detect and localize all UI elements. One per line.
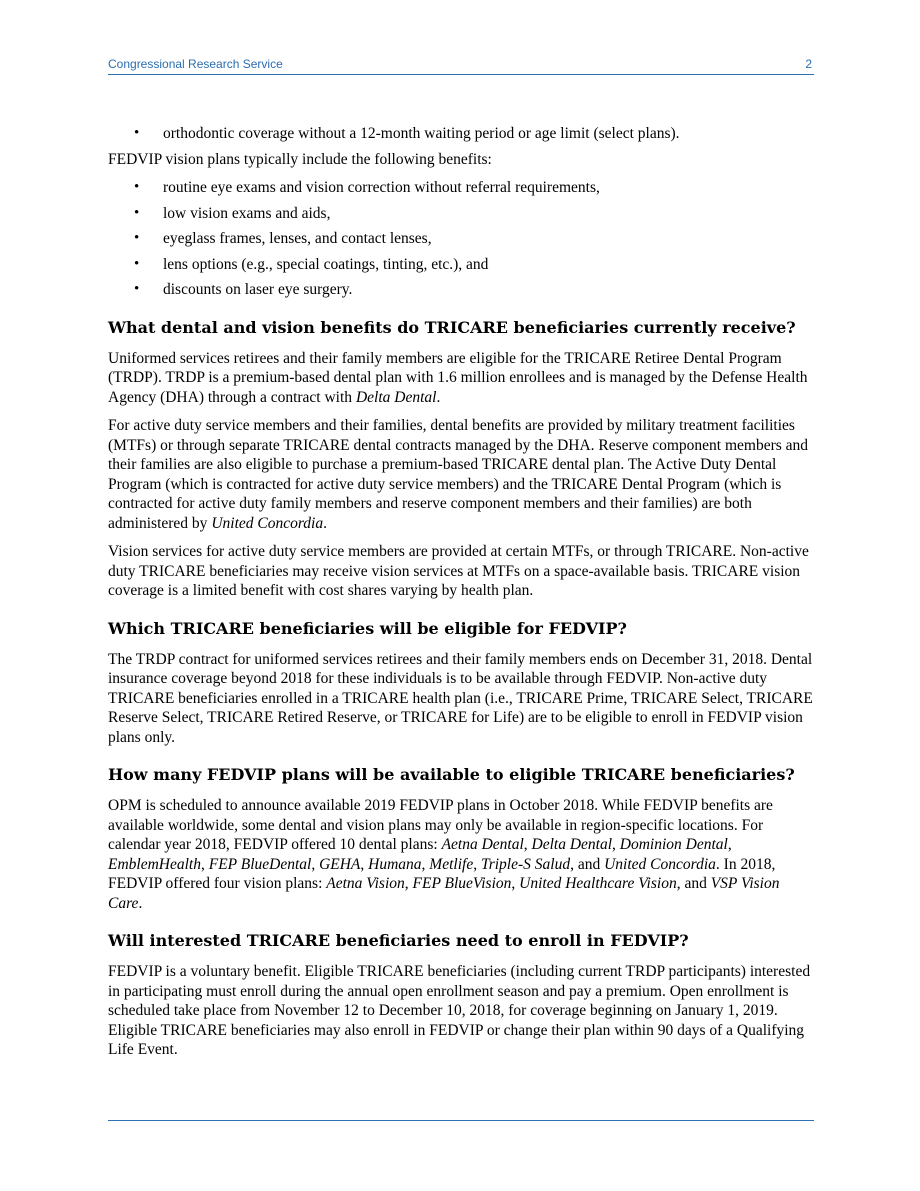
list-item: • routine eye exams and vision correction without referral requirements, [108, 178, 814, 198]
paragraph: FEDVIP is a voluntary benefit. Eligible TRICARE beneficiaries (including current TRDP participants) interested in participating must enroll during the annual open enrollment season and pay a premium. Open enrollment is scheduled take place from November 12 to December 10, 2018, for coverage beginning on January 1, 2019. Eligible TRICARE beneficiaries may also enroll in FEDVIP or change their plan within 90 days of a Qualifying Life Event. [108, 963, 811, 1058]
section-heading: Which TRICARE beneficiaries will be eligible for FEDVIP? [108, 618, 627, 638]
page-number: 2 [805, 57, 812, 71]
paragraph: Uniformed services retirees and their family members are eligible for the TRICARE Retiree Dental Program (TRDP). TRDP is a premium-based dental plan with 1.6 million enrollees and is managed by the Defense Health Agency (DHA) through a contract with Delta Dental. [108, 349, 808, 406]
paragraph: The TRDP contract for uniformed services retirees and their family members ends on December 31, 2018. Dental insurance coverage beyond 2018 for these individuals is to be available through FEDVIP. Non-active duty TRICARE beneficiaries enrolled in a TRICARE health plan (i.e., TRICARE Prime, TRICARE Select, TRICARE Reserve Select, TRICARE Retired Reserve, or TRICARE for Life) are to be eligible to enroll in FEDVIP vision plans only. [108, 650, 813, 746]
dental-benefits-list [108, 124, 814, 144]
footer-divider [108, 1120, 814, 1121]
paragraph: For active duty service members and their families, dental benefits are provided by military treatment facilities (MTFs) or through separate TRICARE dental contracts managed by the DHA. Reserve component members and their families are also eligible to purchase a premium-based TRICARE dental plan. The Active Duty Dental Program (which is contracted for active duty service members) and the TRICARE Dental Program (which is contracted for active duty family members and reserve component members and their families) are both administered by United Concordia. [108, 417, 809, 532]
list-item: • orthodontic coverage without a 12-month waiting period or age limit (select plans). [108, 124, 814, 144]
vision-benefits-list [108, 178, 814, 300]
section-heading: How many FEDVIP plans will be available to eligible TRICARE beneficiaries? [108, 765, 795, 784]
paragraph: Vision services for active duty service members are provided at certain MTFs, or through TRICARE. Non-active duty TRICARE beneficiaries may receive vision services at MTFs on a space-available basis. TRICARE vision coverage is a limited benefit with cost shares varying by health plan. [108, 543, 809, 599]
section-heading: What dental and vision benefits do TRICARE beneficiaries currently receive? [108, 317, 796, 337]
vision-intro: FEDVIP vision plans typically include the following benefits: [108, 150, 492, 168]
paragraph: OPM is scheduled to announce available 2019 FEDVIP plans in October 2018. While FEDVIP benefits are available worldwide, some dental and vision plans may only be available in region-specific locations. For calendar year 2018, FEDVIP offered 10 dental plans: Aetna Dental, Delta Dental, Dominion Dental, EmblemHealth, FEP BlueDental, GEHA, Humana, Metlife, Triple-S Salud, and United Concordia. In 2018, FEDVIP offered four vision plans: Aetna Vision, FEP BlueVision, United Healthcare Vision, and VSP Vision Care. [108, 797, 780, 912]
list-item: • discounts on laser eye surgery. [108, 280, 814, 300]
list-item: • lens options (e.g., special coatings, tinting, etc.), and [108, 255, 814, 275]
page-header [108, 57, 814, 75]
document-body [108, 124, 814, 1069]
header-org-name: Congressional Research Service [108, 57, 283, 71]
section-heading: Will interested TRICARE beneficiaries need to enroll in FEDVIP? [108, 931, 689, 950]
list-item: • eyeglass frames, lenses, and contact lenses, [108, 229, 814, 249]
list-item: • low vision exams and aids, [108, 204, 814, 224]
